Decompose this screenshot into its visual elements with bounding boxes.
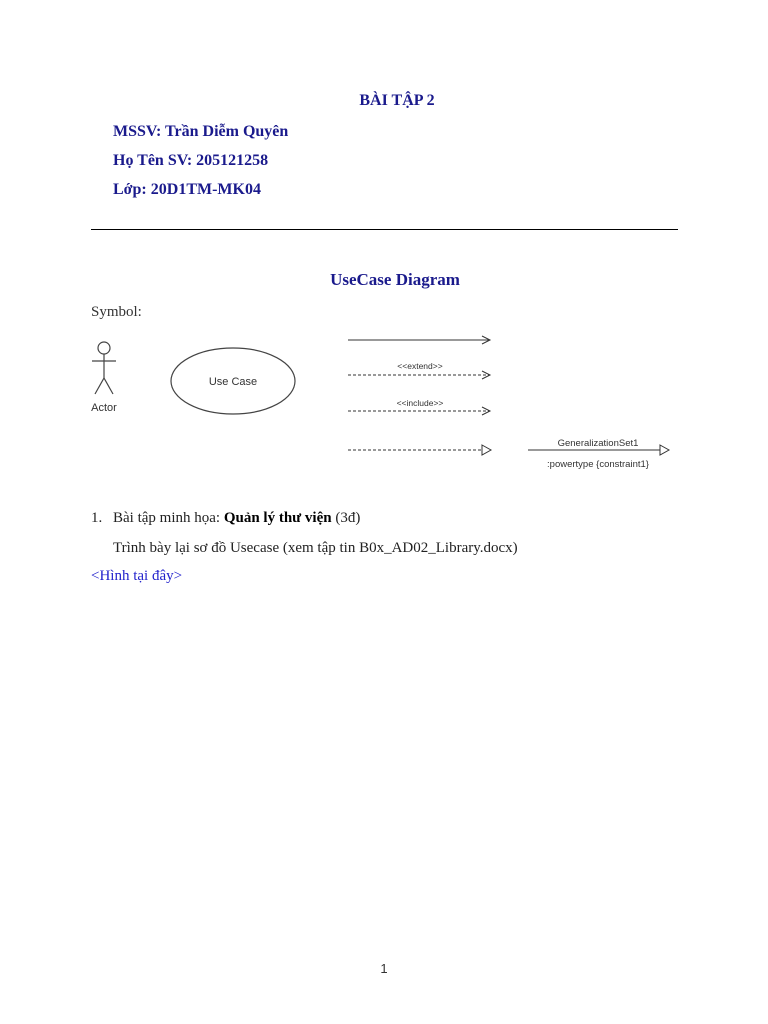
uml-symbols-legend bbox=[80, 328, 700, 478]
student-name-line: Họ Tên SV: 205121258 bbox=[113, 152, 269, 169]
usecase-label: Use Case bbox=[208, 376, 258, 388]
task-heading bbox=[113, 510, 360, 527]
association-arrow-icon bbox=[348, 336, 490, 344]
actor-icon bbox=[92, 342, 116, 394]
task-points: (3đ) bbox=[331, 510, 361, 526]
horizontal-divider bbox=[91, 229, 678, 230]
class-line: Lớp: 20D1TM-MK04 bbox=[113, 181, 261, 198]
symbol-label: Symbol: bbox=[91, 304, 142, 320]
extend-arrow-icon bbox=[348, 371, 490, 379]
generalization-set-label: GeneralizationSet1 bbox=[557, 438, 639, 449]
task-number: 1. bbox=[91, 510, 103, 526]
task-prefix: Bài tập minh họa: bbox=[113, 510, 224, 526]
actor-label: Actor bbox=[91, 402, 117, 414]
image-placeholder: <Hình tại đây> bbox=[91, 568, 183, 584]
powertype-label: :powertype {constraint1} bbox=[547, 459, 649, 470]
section-title: UseCase Diagram bbox=[330, 270, 460, 289]
task-name: Quản lý thư viện bbox=[223, 510, 332, 526]
extend-label: <<extend>> bbox=[397, 361, 443, 371]
include-label: <<include>> bbox=[396, 398, 444, 408]
include-arrow-icon bbox=[348, 407, 490, 415]
task-description: Trình bày lại sơ đồ Usecase (xem tập tin B0x_AD02_Library.docx) bbox=[113, 540, 518, 556]
page-number: 1 bbox=[380, 961, 388, 976]
student-id-line: MSSV: Trần Diễm Quyên bbox=[113, 123, 289, 140]
document-title: BÀI TẬP 2 bbox=[359, 92, 435, 109]
realization-arrow-icon bbox=[348, 445, 491, 455]
